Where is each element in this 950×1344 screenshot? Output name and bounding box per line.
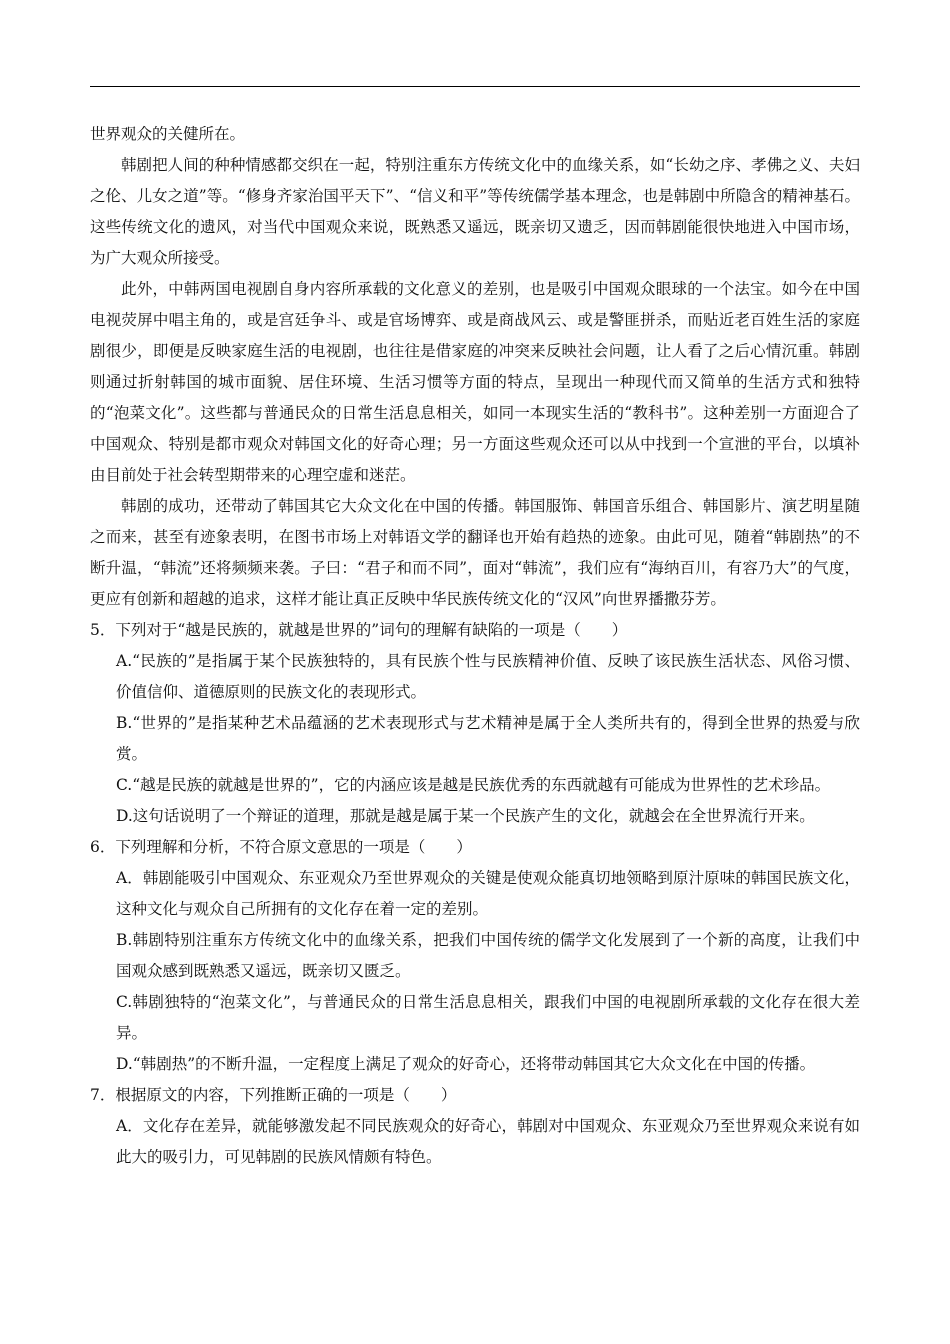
option-a: A．文化存在差异，就能够激发起不同民族观众的好奇心，韩剧对中国观众、东亚观众乃至世界观众来说有如此大的吸引力，可见韩剧的民族风情颇有特色。: [116, 1117, 860, 1166]
question-stem: 7．根据原文的内容，下列推断正确的一项是（ ）: [90, 1086, 457, 1104]
option-c: C.“越是民族的就越是世界的”，它的内涵应该是越是民族优秀的东西就越有可能成为世界性的艺术珍品。: [116, 776, 831, 794]
paragraph: 世界观众的关健所在。: [90, 125, 246, 143]
question-stem: 6．下列理解和分析，不符合原文意思的一项是（ ）: [90, 838, 472, 856]
option-a: A．韩剧能吸引中国观众、东亚观众乃至世界观众的关键是使观众能真切地领略到原汁原味的韩国民族文化，这种文化与观众自己所拥有的文化存在着一定的差别。: [116, 869, 860, 918]
question-7: [90, 1080, 860, 1173]
paragraph: 韩剧把人间的种种情感都交织在一起，特别注重东方传统文化中的血缘关系，如“长幼之序、孝佛之义、夫妇之伦、儿女之道”等。“修身齐家治国平天下”、“信义和平”等传统儒学基本理念，也是韩剧中所隐含的精神基石。这些传统文化的遗风，对当代中国观众来说，既熟悉又遥远，既亲切又遗乏，因而韩剧能很快地进入中国市场，为广大观众所接受。: [90, 156, 860, 267]
option-b: B.韩剧特别注重东方传统文化中的血缘关系，把我们中国传统的儒学文化发展到了一个新的高度，让我们中国观众感到既熟悉又遥远，既亲切又匮乏。: [116, 931, 860, 980]
question-5: [90, 615, 860, 832]
header-rule: [90, 86, 860, 87]
question-6: [90, 832, 860, 1080]
question-stem: 5．下列对于“越是民族的，就越是世界的”词句的理解有缺陷的一项是（ ）: [90, 621, 628, 639]
paragraph: 韩剧的成功，还带动了韩国其它大众文化在中国的传播。韩国服饰、韩国音乐组合、韩国影片、演艺明星随之而来，甚至有迹象表明，在图书市场上对韩语文学的翻译也开始有趋热的迹象。由此可见，随着“韩剧热”的不断升温，“韩流”还将频频来袭。子曰：“君子和而不同”，面对“韩流”，我们应有“海纳百川，有容乃大”的气度，更应有创新和超越的追求，这样才能让真正反映中华民族传统文化的“汉风”向世界播撒芬芳。: [90, 497, 860, 608]
option-b: B.“世界的”是指某种艺术品蕴涵的艺术表现形式与艺术精神是属于全人类所共有的，得到全世界的热爱与欣赏。: [116, 714, 860, 763]
paragraph: 此外，中韩两国电视剧自身内容所承载的文化意义的差别，也是吸引中国观众眼球的一个法宝。如今在中国电视荧屏中唱主角的，或是宫廷争斗、或是官场博弈、或是商战风云、或是警匪拼杀，而贴近老百姓生活的家庭剧很少，即便是反映家庭生活的电视剧，也往往是借家庭的冲突来反映社会问题，让人看了之后心情沉重。韩剧则通过折射韩国的城市面貌、居住环境、生活习惯等方面的特点，呈现出一种现代而又简单的生活方式和独特的“泡菜文化”。这些都与普通民众的日常生活息息相关，如同一本现实生活的“教科书”。这种差别一方面迎合了中国观众、特别是都市观众对韩国文化的好奇心理；另一方面这些观众还可以从中找到一个宣泄的平台，以填补由目前处于社会转型期带来的心理空虚和迷茫。: [90, 280, 860, 484]
option-a: A.“民族的”是指属于某个民族独特的，具有民族个性与民族精神价值、反映了该民族生活状态、风俗习惯、价值信仰、道德原则的民族文化的表现形式。: [116, 652, 860, 701]
document-body: [90, 119, 860, 1173]
option-d: D.这句话说明了一个辩证的道理，那就是越是属于某一个民族产生的文化，就越会在全世界流行开来。: [116, 807, 815, 825]
option-d: D.“韩剧热”的不断升温，一定程度上满足了观众的好奇心，还将带动韩国其它大众文化在中国的传播。: [116, 1055, 816, 1073]
option-c: C.韩剧独特的“泡菜文化”，与普通民众的日常生活息息相关，跟我们中国的电视剧所承载的文化存在很大差异。: [116, 993, 860, 1042]
